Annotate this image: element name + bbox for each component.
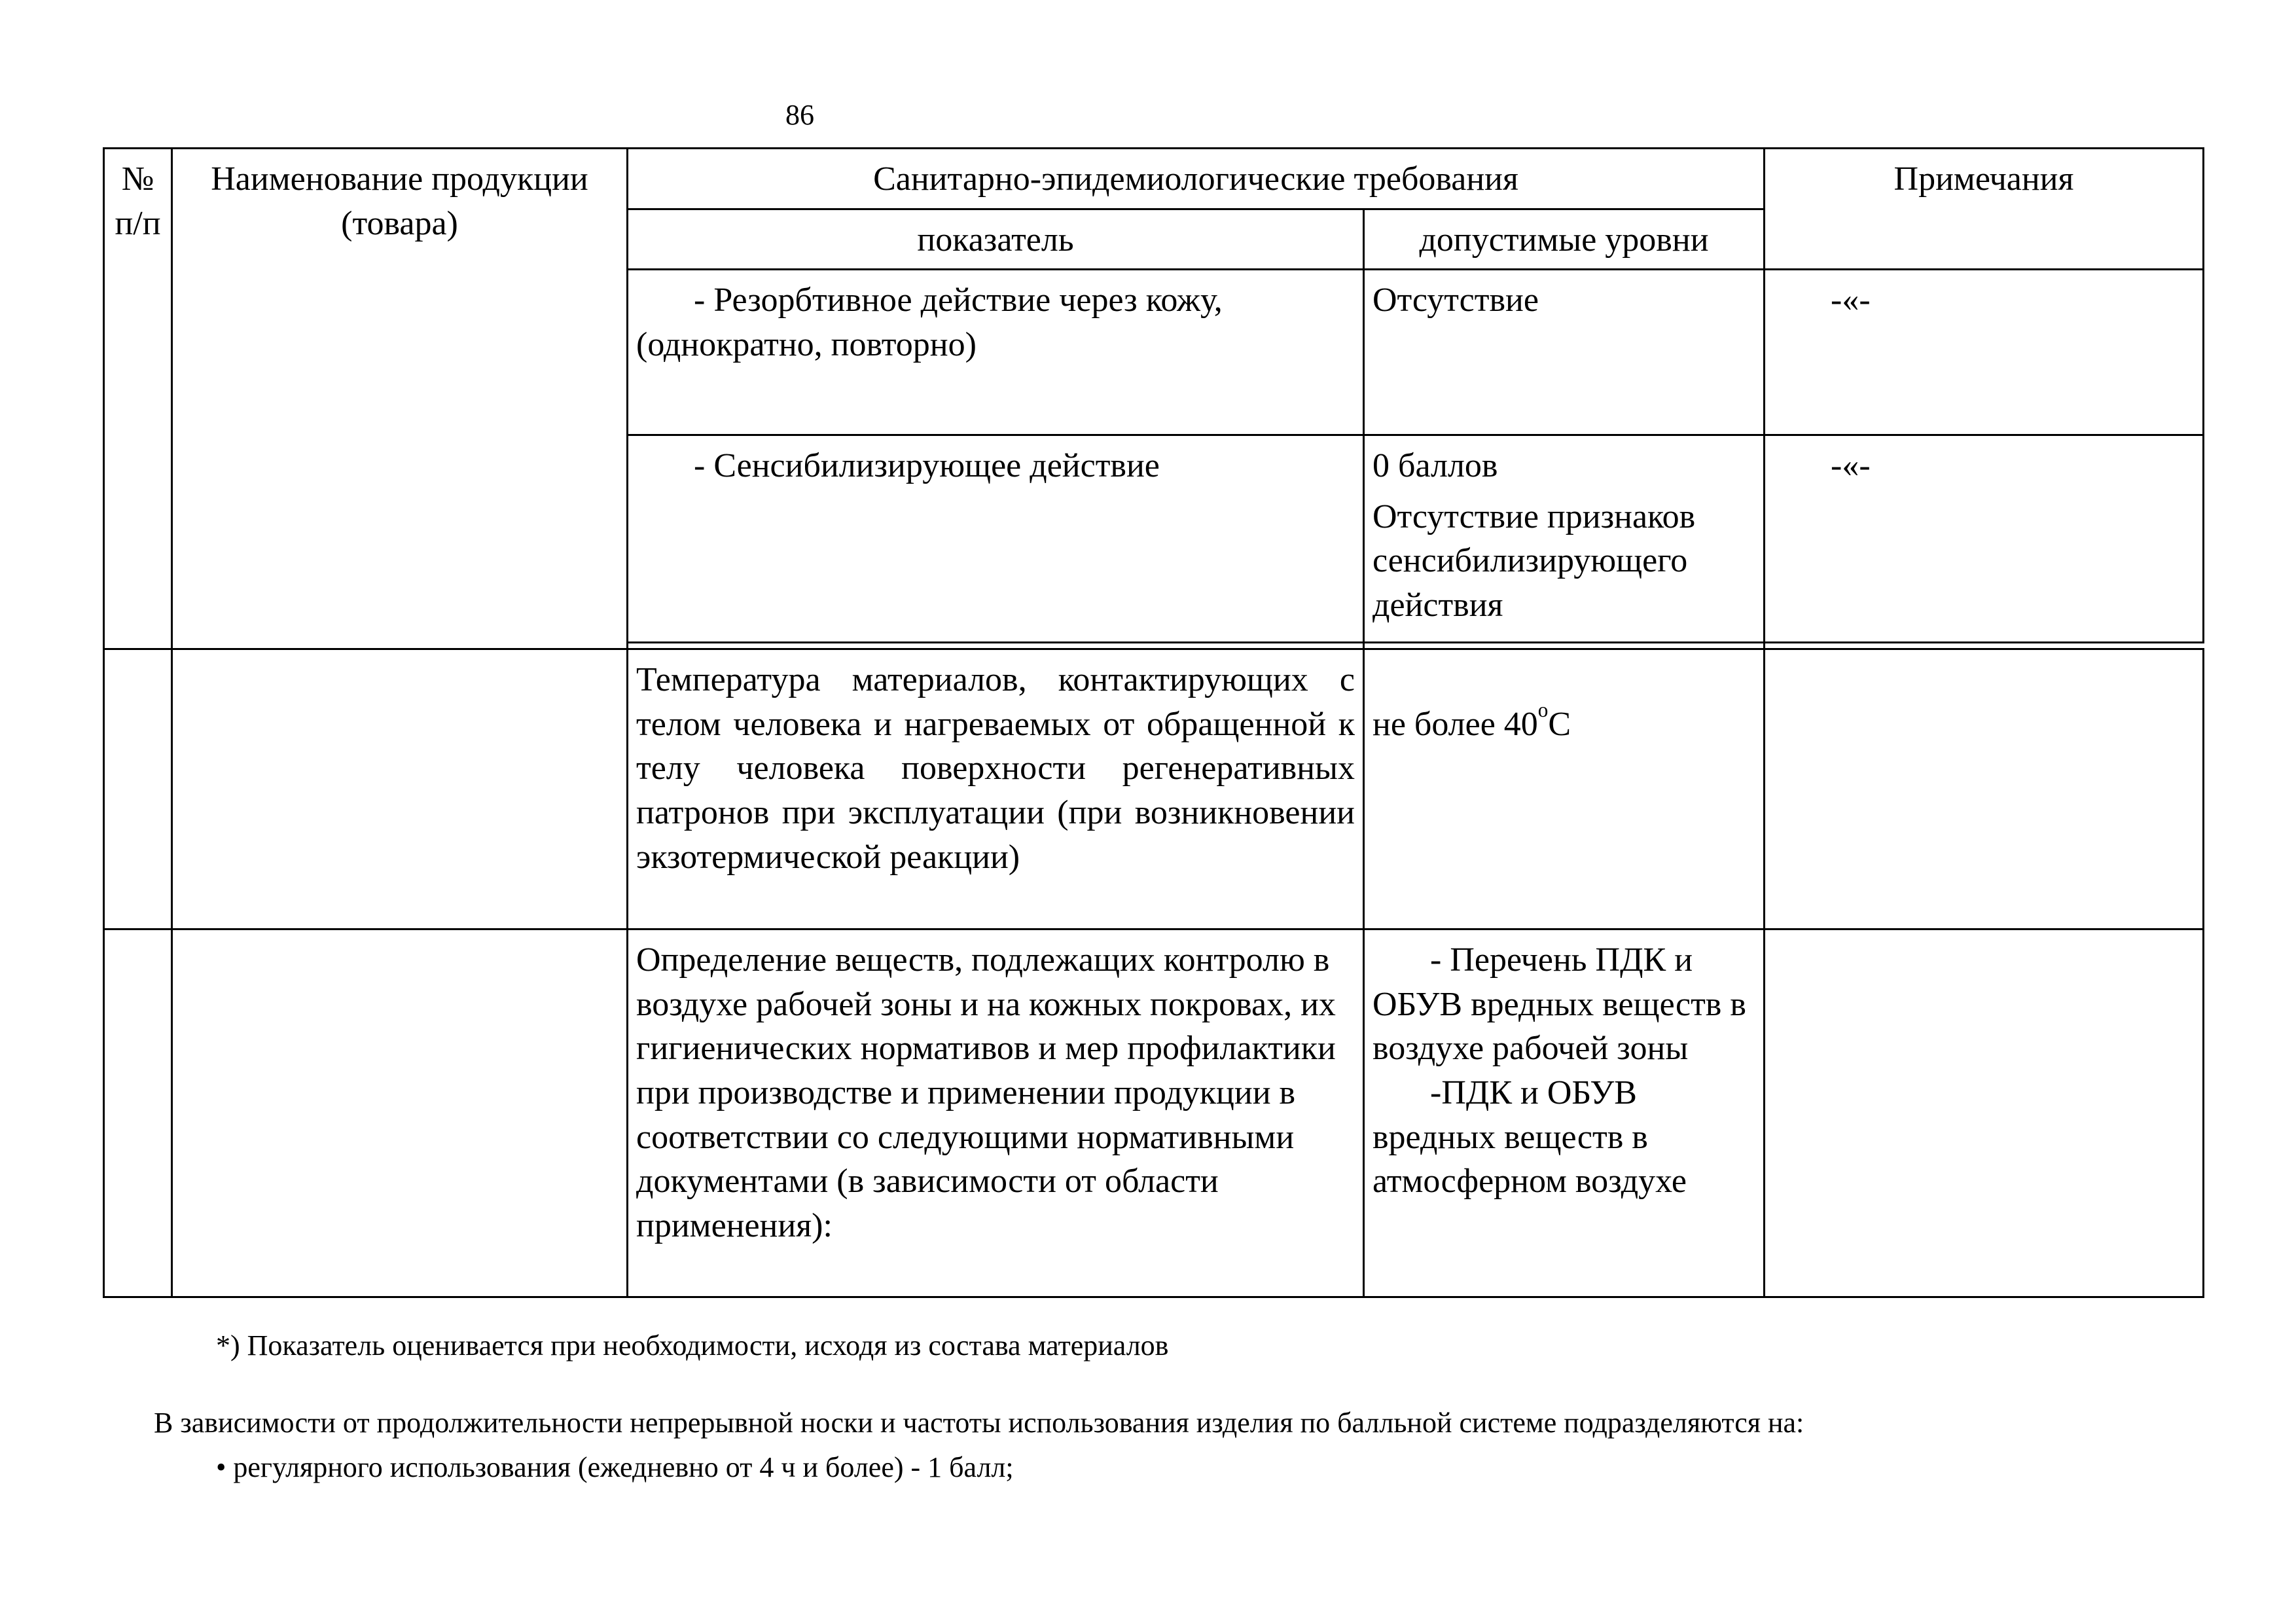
row2-level-text: Отсутствие признаков сенсибилизирующего действия (1372, 497, 1696, 624)
row4-level-item1: - Перечень ПДК и ОБУВ вредных веществ в воздухе рабочей зоны (1372, 941, 1746, 1068)
row3-note (1765, 649, 2204, 929)
row3-level (1364, 649, 1765, 929)
bullet-item: • регулярного использования (ежедневно от 4 ч и более) - 1 балл; (216, 1451, 1014, 1483)
table-row (104, 649, 2204, 929)
row3-level-suffix: С (1548, 706, 1571, 744)
row2-note: -«- (1765, 435, 2204, 643)
header-requirements: Санитарно-эпидемиологические требования (628, 149, 1765, 209)
row3-level-prefix: не более 40 (1372, 706, 1538, 744)
header-notes: Примечания (1765, 149, 2204, 270)
table-row (104, 929, 2204, 1297)
row1-note: -«- (1765, 270, 2204, 435)
row2-level-score: 0 баллов (1372, 447, 1498, 485)
row1-indicator: - Резорбтивное действие через кожу, (однократно, повторно) (628, 270, 1364, 435)
row3-level-degree: o (1537, 698, 1549, 722)
requirements-table (103, 147, 2204, 1298)
row1-level: Отсутствие (1364, 270, 1765, 435)
header-product: Наименование продукции (товара) (172, 149, 628, 649)
header-levels: допустимые уровни (1364, 209, 1765, 270)
page-number: 86 (785, 99, 814, 131)
row3-product (172, 649, 628, 929)
row4-level (1364, 929, 1765, 1297)
row4-level-item2: -ПДК и ОБУВ вредных веществ в атмосферном воздухе (1372, 1074, 1687, 1200)
table-header-row (104, 149, 2204, 209)
row4-note (1765, 929, 2204, 1297)
body-paragraph: В зависимости от продолжительности непрерывной носки и частоты использования изделия по балльной системе подразделяются на: (154, 1407, 1804, 1439)
row2-level (1364, 435, 1765, 643)
row4-indicator: Определение веществ, подлежащих контролю в воздухе рабочей зоны и на кожных покровах, их гигиенических нормативов и мер профилактики при производстве и применении продукции в соответствии со следующими нормативными документами (в зависимости от области применения): (628, 929, 1364, 1297)
row4-num (104, 929, 172, 1297)
header-indicator: показатель (628, 209, 1364, 270)
row3-indicator: Температура материалов, контактирующих с телом человека и нагреваемых от обращенной к телу человека поверхности регенеративных патронов при эксплуатации (при возникновении экзотермической реакции) (628, 649, 1364, 929)
header-num: № п/п (104, 149, 172, 649)
row4-product (172, 929, 628, 1297)
row3-num (104, 649, 172, 929)
row2-indicator: - Сенсибилизирующее действие (628, 435, 1364, 643)
footnote: *) Показатель оценивается при необходимости, исходя из состава материалов (216, 1329, 1169, 1362)
